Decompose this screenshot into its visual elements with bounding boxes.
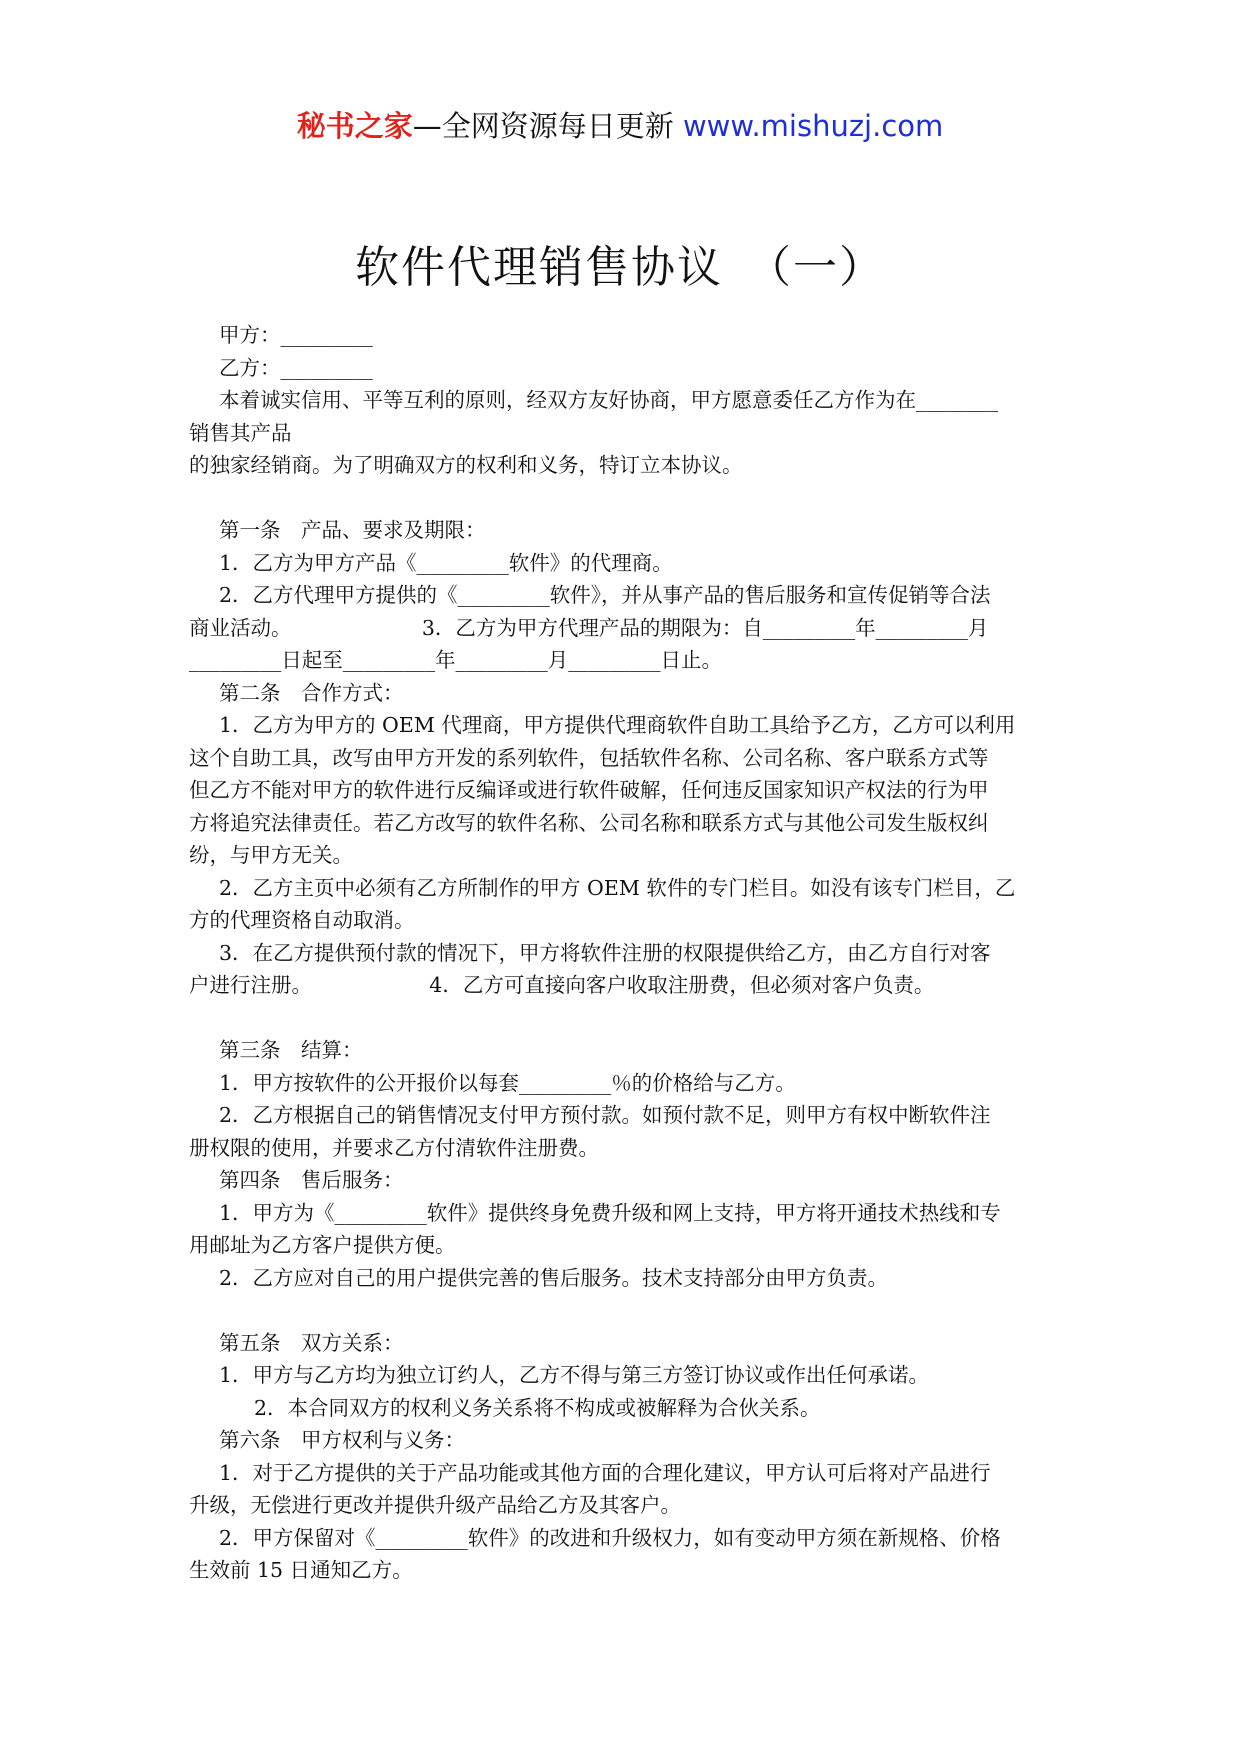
blank-line	[189, 1294, 1059, 1327]
brand-name: 秘书之家	[296, 109, 413, 143]
body-line: 方的代理资格自动取消。	[189, 908, 415, 932]
site-header	[0, 104, 1240, 145]
body-line: 升级，无偿进行更改并提供升级产品给乙方及其客户。	[189, 1493, 681, 1517]
body-line: 本着诚实信用、平等互利的原则，经双方友好协商，甲方愿意委任乙方作为在________	[219, 388, 998, 412]
body-line: 第六条 甲方权利与义务：	[219, 1428, 465, 1452]
body-line: _________日起至_________年_________月_________日止。	[189, 648, 722, 672]
agreement-body	[189, 319, 1059, 1587]
body-line: 用邮址为乙方客户提供方便。	[189, 1233, 456, 1257]
body-line: 的独家经销商。为了明确双方的权利和义务，特订立本协议。	[189, 453, 743, 477]
body-line: 3．在乙方提供预付款的情况下，甲方将软件注册的权限提供给乙方，由乙方自行对客	[219, 940, 991, 965]
body-line: 2．乙方应对自己的用户提供完善的售后服务。技术支持部分由甲方负责。	[219, 1265, 889, 1290]
body-line: 第四条 售后服务：	[219, 1168, 404, 1192]
body-line: 1．甲方与乙方均为独立订约人，乙方不得与第三方签订协议或作出任何承诺。	[219, 1363, 930, 1387]
body-line: 1．甲方为《_________软件》提供终身免费升级和网上支持，甲方将开通技术热线和专	[219, 1200, 1001, 1225]
body-line: 1．乙方为甲方的 OEM 代理商，甲方提供代理商软件自助工具给予乙方，乙方可以利用	[219, 713, 1016, 737]
body-line: 1．乙方为甲方产品《_________软件》的代理商。	[219, 550, 673, 575]
body-line: 乙方：_________	[219, 355, 373, 380]
site-url-link[interactable]: www.mishuzj.com	[682, 109, 944, 143]
body-line: 但乙方不能对甲方的软件进行反编译或进行软件破解，任何违反国家知识产权法的行为甲	[189, 778, 989, 802]
body-line: 2．乙方主页中必须有乙方所制作的甲方 OEM 软件的专门栏目。如没有该专门栏目，乙	[219, 875, 1016, 900]
body-line: 第五条 双方关系：	[219, 1330, 404, 1355]
body-line: 这个自助工具，改写由甲方开发的系列软件，包括软件名称、公司名称、客户联系方式等	[189, 745, 989, 770]
body-line: 户进行注册。 4．乙方可直接向客户收取注册费，但必须对客户负责。	[189, 973, 935, 997]
body-line: 纷，与甲方无关。	[189, 843, 353, 867]
body-line: 第二条 合作方式：	[219, 680, 404, 705]
body-line: 甲方：_________	[219, 323, 373, 347]
blank-line	[189, 1002, 1059, 1035]
body-line: 第一条 产品、要求及期限：	[219, 518, 486, 542]
body-line: 1．对于乙方提供的关于产品功能或其他方面的合理化建议，甲方认可后将对产品进行	[219, 1460, 991, 1485]
body-line: 商业活动。 3．乙方为甲方代理产品的期限为：自_________年_________月	[189, 615, 989, 640]
body-line: 2．乙方代理甲方提供的《_________软件》，并从事产品的售后服务和宣传促销等合法	[219, 583, 991, 607]
body-line: 册权限的使用，并要求乙方付清软件注册费。	[189, 1135, 599, 1160]
body-line: 生效前 15 日通知乙方。	[189, 1558, 413, 1582]
body-line: 1．甲方按软件的公开报价以每套_________％的价格给与乙方。	[219, 1070, 796, 1095]
body-line: 2．甲方保留对《_________软件》的改进和升级权力，如有变动甲方须在新规格、价格	[219, 1525, 1001, 1550]
body-line: 方将追究法律责任。若乙方改写的软件名称、公司名称和联系方式与其他公司发生版权纠	[189, 810, 989, 835]
document-title: 软件代理销售协议 （一）	[355, 242, 885, 293]
body-line: 销售其产品	[189, 420, 292, 445]
body-line: 2．乙方根据自己的销售情况支付甲方预付款。如预付款不足，则甲方有权中断软件注	[219, 1103, 991, 1127]
body-line: 2．本合同双方的权利义务关系将不构成或被解释为合伙关系。	[254, 1395, 821, 1420]
site-slogan: —全网资源每日更新	[412, 109, 683, 143]
body-line: 第三条 结算：	[219, 1038, 363, 1062]
blank-line	[189, 482, 1059, 515]
